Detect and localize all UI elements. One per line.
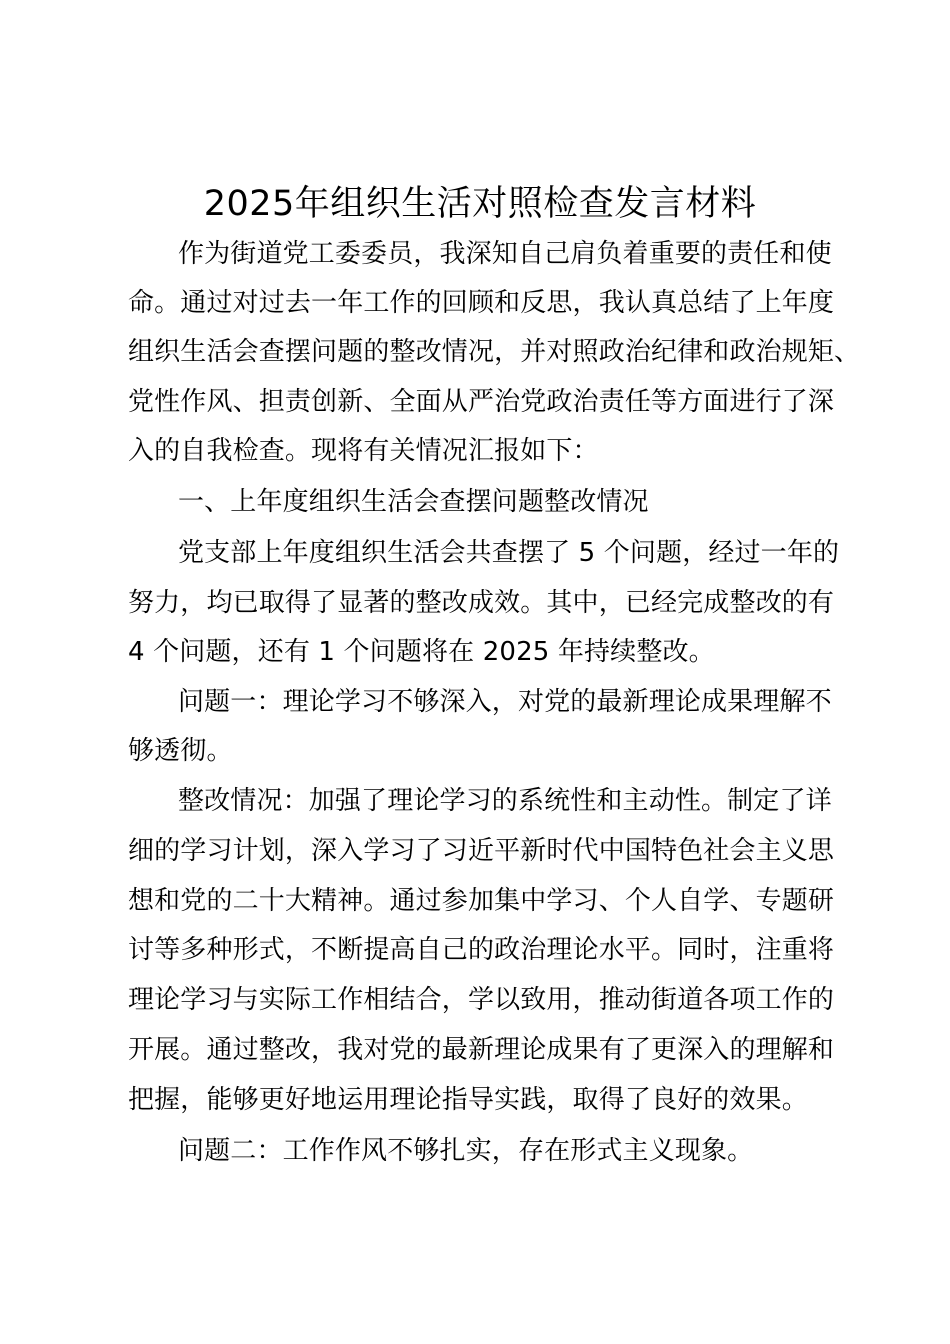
- paragraph-line: 努力，均已取得了显著的整改成效。其中，已经完成整改的有: [128, 588, 835, 618]
- paragraph-line: 讨等多种形式，不断提高自己的政治理论水平。同时，注重将: [128, 935, 835, 965]
- paragraph-line: 入的自我检查。现将有关情况汇报如下：: [128, 436, 599, 466]
- paragraph-line: 细的学习计划，深入学习了习近平新时代中国特色社会主义思: [128, 836, 835, 866]
- paragraph-line: 党性作风、担责创新、全面从严治党政治责任等方面进行了深: [128, 387, 835, 417]
- paragraph-line: 问题一：理论学习不够深入，对党的最新理论成果理解不: [178, 687, 832, 717]
- document-title: 2025年组织生活对照检查发言材料: [203, 184, 757, 224]
- paragraph-line: 命。通过对过去一年工作的回顾和反思，我认真总结了上年度: [128, 288, 835, 318]
- paragraph-line: 把握，能够更好地运用理论指导实践，取得了良好的效果。: [128, 1085, 808, 1115]
- paragraph-line: 整改情况：加强了理论学习的系统性和主动性。制定了详: [178, 786, 832, 816]
- paragraph-line: 作为街道党工委委员，我深知自己肩负着重要的责任和使: [178, 239, 832, 269]
- paragraph-line: 党支部上年度组织生活会共查摆了 5 个问题，经过一年的: [178, 538, 840, 568]
- paragraph-line: 开展。通过整改，我对党的最新理论成果有了更深入的理解和: [128, 1035, 835, 1065]
- paragraph-line: 组织生活会查摆问题的整改情况，并对照政治纪律和政治规矩、: [128, 337, 861, 367]
- paragraph-line: 4 个问题，还有 1 个问题将在 2025 年持续整改。: [128, 637, 715, 667]
- paragraph-line: 够透彻。: [128, 736, 233, 766]
- section-heading: 一、上年度组织生活会查摆问题整改情况: [178, 487, 649, 517]
- paragraph-line: 问题二：工作作风不够扎实，存在形式主义现象。: [178, 1136, 754, 1166]
- paragraph-line: 理论学习与实际工作相结合，学以致用，推动街道各项工作的: [128, 985, 835, 1015]
- paragraph-line: 想和党的二十大精神。通过参加集中学习、个人自学、专题研: [128, 886, 835, 916]
